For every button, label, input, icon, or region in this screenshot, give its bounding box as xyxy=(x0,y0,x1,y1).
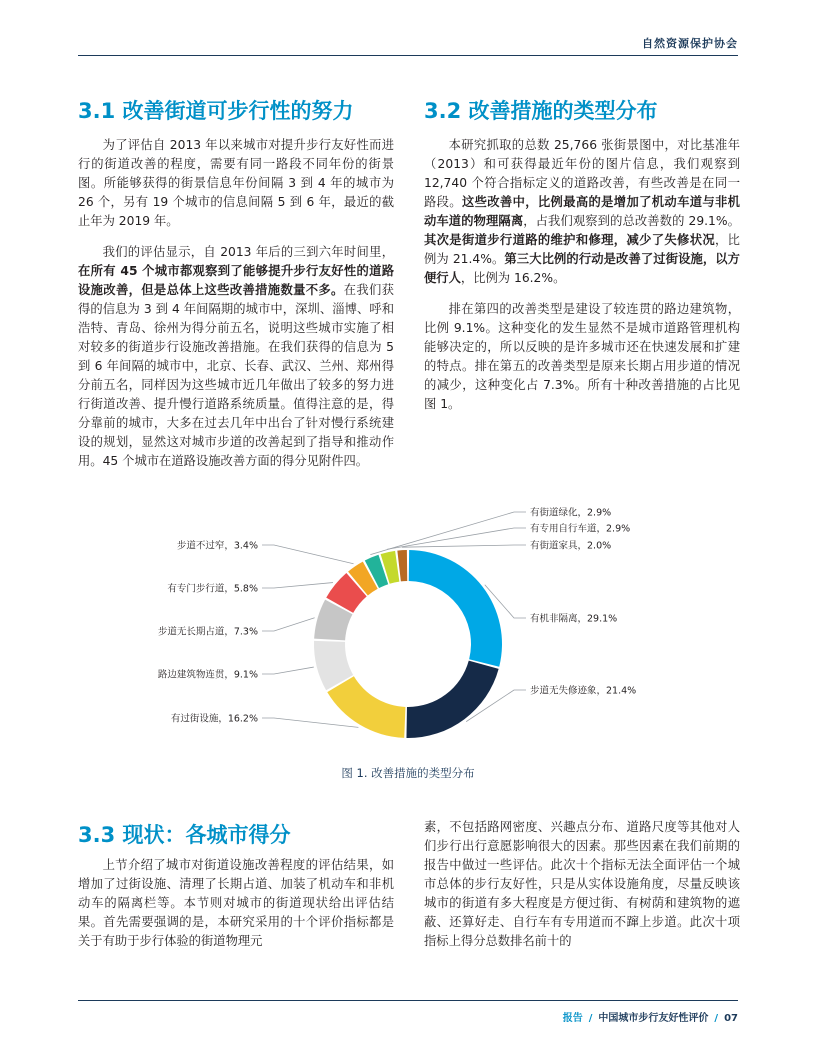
improvement-type-donut-chart xyxy=(78,498,738,760)
slice-label: 步道无长期占道，7.3% xyxy=(157,626,258,638)
section-3-1-paragraph-2: 我们的评估显示，自 2013 年后的三到六年时间里，在所有 45 个城市都观察到了能够提升步行友好性的道路设施改善，但是总体上这些改善措施数量不多。在我们获得的信息为 3 到 4 年间隔期的城市中，深圳、淄博、呼和浩特、青岛、徐州为得分前五名，说明这些城市实施了相对较多的街道步行设施改善措施。在我们获得的信息为 5 到 6 年间隔的城市中，北京、长春、武汉、兰州、郑州得分前五名，同样因为这些城市近几年做出了较多的努力进行街道改善、提升慢行道路系统质量。值得注意的是，得分靠前的城市，大多在过去几年中出台了针对慢行系统建设的规划，显然这对城市步道的改善起到了指导和推动作用。45 个城市在道路设施改善方面的得分见附件四。 xyxy=(78,245,394,468)
footer-report-label: 报告 xyxy=(562,1013,583,1024)
section-3-1-body xyxy=(78,136,394,483)
leader-line xyxy=(262,667,314,674)
slice-label: 有街道绿化，2.9% xyxy=(530,507,612,519)
section-3-2-paragraph-2: 排在第四的改善类型是建设了较连贯的路边建筑物，比例 9.1%。这种变化的发生显然不是城市道路管理机构能够决定的，所以反映的是许多城市还在快速发展和扩建的特点。排在第五的改善类型是原来长期占用步道的情况的减少，这种变化占 7.3%。所有十种改善措施的占比见图 1。 xyxy=(424,302,740,411)
donut-slice xyxy=(409,550,502,667)
leader-line xyxy=(262,718,358,727)
header-bar xyxy=(78,33,738,56)
slice-label: 有街道家具，2.0% xyxy=(530,540,612,552)
slice-label: 有机非隔离，29.1% xyxy=(530,613,618,625)
slice-label: 路边建筑物连贯，9.1% xyxy=(157,669,258,681)
footer xyxy=(78,1000,738,1024)
section-3-3-body-right xyxy=(424,818,740,963)
figure-caption: 图 1. 改善措施的类型分布 xyxy=(341,766,475,780)
leader-line xyxy=(262,583,333,588)
donut-slice xyxy=(406,661,498,738)
section-3-1-title: 3.1 改善街道可步行性的努力 xyxy=(78,99,354,123)
donut-slice xyxy=(327,676,405,738)
section-3-3-title: 3.3 现状：各城市得分 xyxy=(78,823,291,847)
footer-text: 报告 / 中国城市步行友好性评价 / 07 xyxy=(562,1013,738,1024)
slice-label: 有专用自行车道，2.9% xyxy=(530,523,631,535)
slice-label: 步道不过窄，3.4% xyxy=(176,540,258,552)
footer-report-title: 中国城市步行友好性评价 xyxy=(598,1013,709,1024)
leader-line xyxy=(402,545,526,547)
organization-name: 自然资源保护协会 xyxy=(642,37,738,50)
slice-label: 有过街设施，16.2% xyxy=(170,713,258,725)
section-3-1-paragraph-1: 为了评估自 2013 年以来城市对提升步行友好性而进行的街道改善的程度，需要有同一路段不同年份的街景图。所能够获得的街景信息年份间隔 3 到 4 年的城市为 26 个，另有 19 个城市的信息间隔 5 到 6 年，最近的截止年为 2019 年。 xyxy=(78,138,394,228)
leader-line xyxy=(262,618,315,631)
section-3-3-paragraph-2: 素，不包括路网密度、兴趣点分布、道路尺度等其他对人们步行出行意愿影响很大的因素。那些因素在我们前期的报告中做过一些评估。此次十个指标无法全面评估一个城市总体的步行友好性，只是从实体设施角度，尽量反映该城市的街道有多大程度是方便过街、有树荫和建筑物的遮蔽、还算好走、自行车有专用道而不蹿上步道。此次十项指标上得分总数排名前十的 xyxy=(424,820,740,948)
leader-line xyxy=(262,545,354,564)
page-number: 07 xyxy=(724,1013,738,1024)
donut-slice xyxy=(397,550,407,581)
section-3-3-paragraph-1: 上节介绍了城市对街道设施改善程度的评估结果，如增加了过街设施、清理了长期占道、加装了机动车和非机动车的隔离栏等。本节则对城市的街道现状给出评估结果。首先需要强调的是，本研究采用的十个评价指标都是关于有助于步行体验的街道物理元 xyxy=(78,858,394,948)
section-3-2-paragraph-1: 本研究抓取的总数 25,766 张街景图中，对比基准年（2013）和可获得最近年份的图片信息，我们观察到 12,740 个符合指标定义的道路改善，有些改善是在同一路段。这些改善中，比例最高的是增加了机动车道与非机动车道的物理隔离，占我们观察到的总改善数的 29.1%。其次是街道步行道路的维护和修理，减少了失修状况，比例为 21.4%。第三大比例的行动是改善了过街设施，以方便行人，比例为 16.2%。 xyxy=(424,138,740,285)
section-3-3-body-left xyxy=(78,856,394,963)
section-3-2-body xyxy=(424,136,740,426)
slice-label: 有专门步行道，5.8% xyxy=(167,583,258,595)
slice-label: 步道无失修迹象，21.4% xyxy=(530,685,637,697)
section-3-2-title: 3.2 改善措施的类型分布 xyxy=(424,99,658,123)
